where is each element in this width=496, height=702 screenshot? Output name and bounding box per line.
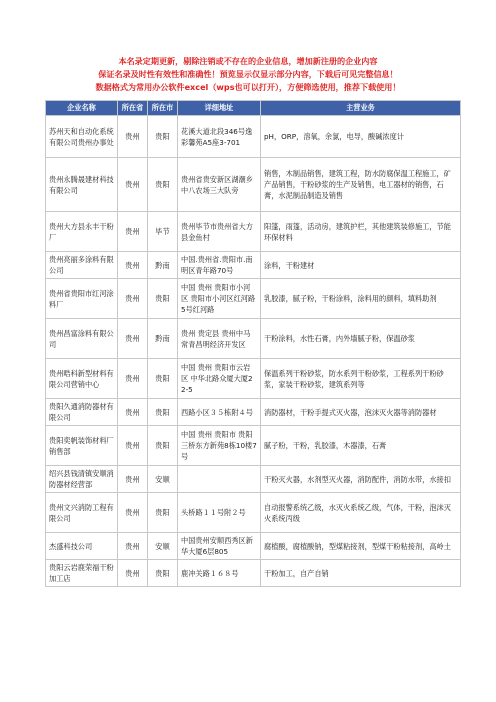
header-province: 所在省 xyxy=(118,101,148,116)
company-name-cell: 贵州文兴消防工程有限公司 xyxy=(46,493,118,533)
address-cell: 贵州 贵定县 贵州中马常青昌明经济开发区 xyxy=(178,319,261,359)
company-name-cell: 杰盛科技公司 xyxy=(46,533,118,560)
header-city: 所在市 xyxy=(148,101,178,116)
company-name-cell: 绍兴县钱清镇安顺消防器材经营部 xyxy=(46,466,118,493)
city-cell: 贵阳 xyxy=(148,560,178,587)
company-name-cell: 贵阳奕帆装饰材料厂销售部 xyxy=(46,426,118,466)
table-row xyxy=(46,319,461,359)
business-cell: 乳胶漆，腻子粉，干粉涂料，涂料用的颜料，填料助剂 xyxy=(261,279,461,319)
city-cell: 毕节 xyxy=(148,212,178,252)
province-cell: 贵州 xyxy=(118,158,148,212)
address-cell: 西路小区３５栋附４号 xyxy=(178,399,261,426)
province-cell: 贵州 xyxy=(118,466,148,493)
province-cell: 贵州 xyxy=(118,426,148,466)
company-table xyxy=(45,100,461,587)
city-cell: 贵阳 xyxy=(148,279,178,319)
table-row xyxy=(46,116,461,158)
business-cell: 干粉涂料，水性石膏，内外墙腻子粉，保温砂浆 xyxy=(261,319,461,359)
province-cell: 贵州 xyxy=(118,493,148,533)
notice-line-1: 本名录定期更新，剔除注销或不存在的企业信息，增加新注册的企业内容 xyxy=(118,56,378,66)
city-cell: 安顺 xyxy=(148,466,178,493)
city-cell: 贵阳 xyxy=(148,116,178,158)
city-cell: 黔南 xyxy=(148,252,178,279)
table-header-row xyxy=(46,101,461,116)
company-name-cell: 贵州昌富涂料有限公司 xyxy=(46,319,118,359)
table-row xyxy=(46,560,461,587)
business-cell: 销售，木制品销售，建筑工程，防水防腐保温工程施工，矿产品销售，干粉砂浆的生产及销售，电工器材的销售，石膏，水泥制品制造及销售 xyxy=(261,158,461,212)
address-cell: 中国 贵州 贵阳市 贵阳三桥东方新苑8栋10楼7号 xyxy=(178,426,261,466)
province-cell: 贵州 xyxy=(118,279,148,319)
header-company-name: 企业名称 xyxy=(46,101,118,116)
city-cell: 贵阳 xyxy=(148,158,178,212)
company-name-cell: 贵阳久通消防器材有限公司 xyxy=(46,399,118,426)
city-cell: 黔南 xyxy=(148,319,178,359)
province-cell: 贵州 xyxy=(118,212,148,252)
address-cell: 鹿冲关路１６８号 xyxy=(178,560,261,587)
city-cell: 贵阳 xyxy=(148,399,178,426)
business-cell: 干粉灭火器，水剂型灭火器，消防配件，消防水带，水接扣 xyxy=(261,466,461,493)
business-cell: pH，ORP，溶氧，余氯，电导，酸碱浓度计 xyxy=(261,116,461,158)
table-row xyxy=(46,493,461,533)
address-cell: 头桥路１１号附２号 xyxy=(178,493,261,533)
notice-banner xyxy=(0,55,496,94)
province-cell: 贵州 xyxy=(118,116,148,158)
table-row xyxy=(46,359,461,399)
city-cell: 贵阳 xyxy=(148,426,178,466)
table-row xyxy=(46,399,461,426)
address-cell: 中国贵州安顺西秀区新华大厦6层805 xyxy=(178,533,261,560)
business-cell: 涂料，干粉建材 xyxy=(261,252,461,279)
address-cell: 中国 贵州 贵阳市小河区 贵阳市小河区红河路5号红河路 xyxy=(178,279,261,319)
table-row xyxy=(46,426,461,466)
address-cell: 中国.贵州省.贵阳市.南明区青年路70号 xyxy=(178,252,261,279)
company-name-cell: 贵阳云岩鹿荣福干粉加工店 xyxy=(46,560,118,587)
company-name-cell: 苏州天和自动化系统有限公司贵州办事处 xyxy=(46,116,118,158)
city-cell: 贵阳 xyxy=(148,359,178,399)
city-cell: 贵阳 xyxy=(148,493,178,533)
company-name-cell: 贵州永腾晟建材科技有限公司 xyxy=(46,158,118,212)
table-row xyxy=(46,533,461,560)
address-cell xyxy=(178,466,261,493)
business-cell: 腐植酸，腐植酸钠，型煤粘接剂，型煤干粉粘接剂，高岭土 xyxy=(261,533,461,560)
business-cell: 干粉加工，自产自销 xyxy=(261,560,461,587)
table-row xyxy=(46,158,461,212)
province-cell: 贵州 xyxy=(118,252,148,279)
company-name-cell: 贵州大方县永丰干粉厂 xyxy=(46,212,118,252)
address-cell: 中国 贵州 贵阳市云岩区 中华北路众厦大厦22-5 xyxy=(178,359,261,399)
notice-line-2: 保证名录及时性有效性和准确性！预览显示仅显示部分内容，下载后可见完整信息！ xyxy=(98,69,398,79)
province-cell: 贵州 xyxy=(118,533,148,560)
address-cell: 花溪大道北段346号逸彩馨苑A5座3-701 xyxy=(178,116,261,158)
table-body xyxy=(46,116,461,587)
address-cell: 贵州省贵安新区湖潮乡中八农场三大队旁 xyxy=(178,158,261,212)
company-name-cell: 贵州省贵阳市红河涂料厂 xyxy=(46,279,118,319)
province-cell: 贵州 xyxy=(118,359,148,399)
table-row xyxy=(46,212,461,252)
city-cell: 安顺 xyxy=(148,533,178,560)
header-business: 主营业务 xyxy=(261,101,461,116)
table-row xyxy=(46,279,461,319)
address-cell: 贵州毕节市贵州省大方县金鱼村 xyxy=(178,212,261,252)
company-name-cell: 贵州晧科新型材料有限公司营销中心 xyxy=(46,359,118,399)
province-cell: 贵州 xyxy=(118,319,148,359)
table-row xyxy=(46,252,461,279)
business-cell: 阳篷，雨篷，活动房，建筑护栏，其他建筑装修施工，节能环保材料 xyxy=(261,212,461,252)
business-cell: 保温系列干粉砂浆，防水系列干粉砂浆，工程系列干粉砂浆，家装干粉砂浆，建筑系列等 xyxy=(261,359,461,399)
business-cell: 消防器材，干粉手提式灭火器，泡沫灭火器等消防器材 xyxy=(261,399,461,426)
company-name-cell: 贵州亮丽多涂料有限公司 xyxy=(46,252,118,279)
province-cell: 贵州 xyxy=(118,399,148,426)
business-cell: 腻子粉，干粉，乳胶漆，木器漆，石膏 xyxy=(261,426,461,466)
header-address: 详细地址 xyxy=(178,101,261,116)
province-cell: 贵州 xyxy=(118,560,148,587)
table-row xyxy=(46,466,461,493)
notice-line-3: 数据格式为常用办公软件excel（wps也可以打开），方便筛选使用，推荐下载使用！ xyxy=(95,82,401,92)
business-cell: 自动报警系统乙级，水灭火系统乙级，气体，干粉，泡沫灭火系统丙级 xyxy=(261,493,461,533)
